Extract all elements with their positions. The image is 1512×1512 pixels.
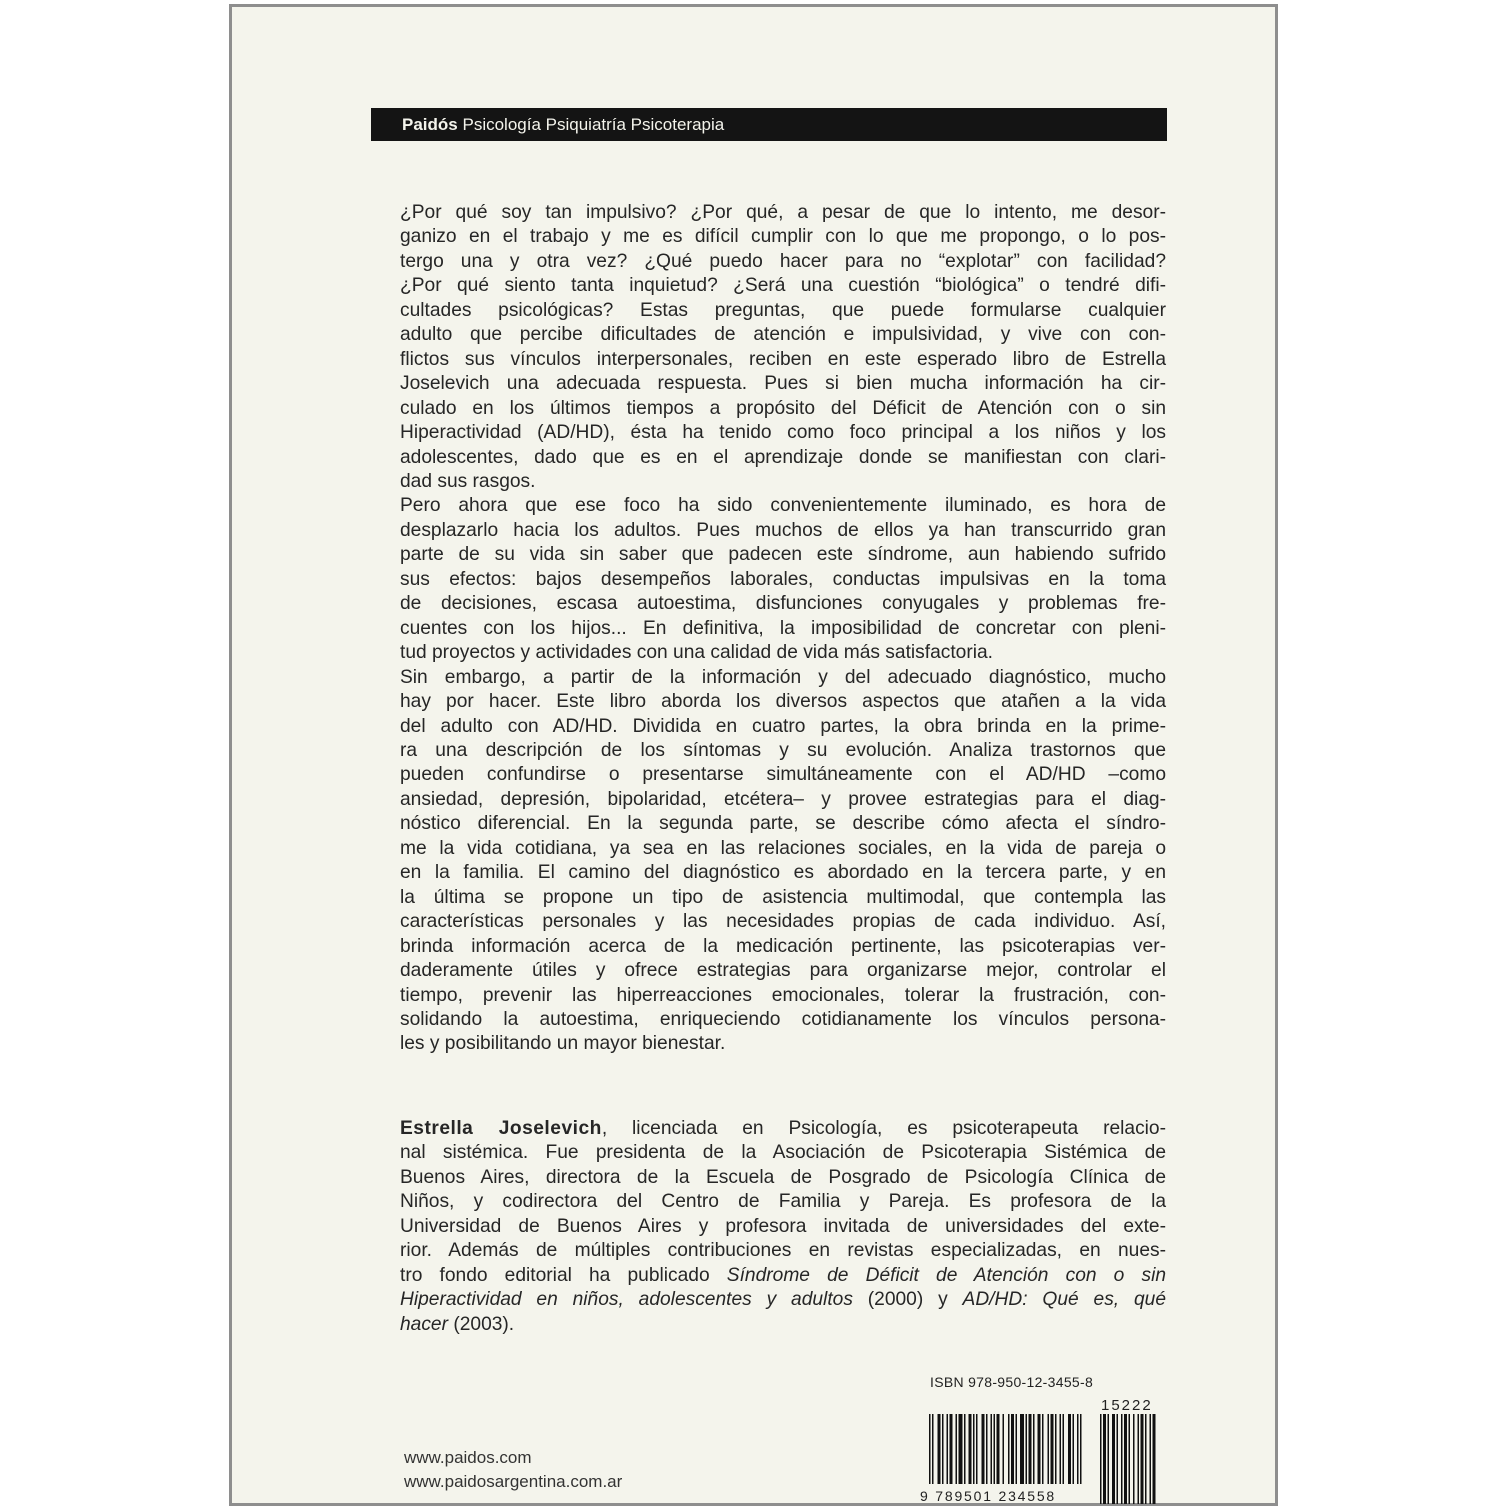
price-addon-digits: 15222	[1101, 1397, 1153, 1414]
synopsis-line: nóstico diferencial. En la segunda parte, se describe cómo afecta el síndro-	[400, 813, 1166, 835]
synopsis-line: tud proyectos y actividades con una calidad de vida más satisfactoria.	[400, 642, 994, 664]
barcode-bar	[1124, 1414, 1127, 1504]
barcode-bar	[1150, 1414, 1152, 1504]
author-bio	[400, 1117, 1166, 1337]
synopsis-line: parte de su vida sin saber que padecen este síndrome, aun habiendo sufrido	[400, 544, 1166, 566]
bio-text: (2000) y	[852, 1289, 963, 1311]
bio-line: Universidad de Buenos Aires y profesora invitada de universidades del exte-	[400, 1215, 1166, 1237]
barcode-bar	[1011, 1414, 1014, 1484]
bio-line: Buenos Aires, directora de la Escuela de Posgrado de Psicología Clínica de	[400, 1166, 1166, 1188]
series-subjects: Psicología Psiquiatría Psicoterapia	[462, 115, 725, 134]
barcode-bar	[1068, 1414, 1071, 1484]
barcode-bar	[982, 1414, 985, 1484]
synopsis-line: dad sus rasgos.	[400, 470, 536, 492]
bio-text: (2003).	[448, 1313, 515, 1335]
barcode-bar	[1117, 1414, 1119, 1504]
barcode-bar	[1003, 1414, 1005, 1484]
series-banner	[371, 108, 1167, 141]
publisher-name: Paidós	[402, 115, 458, 134]
bio-line: nal sistémica. Fue presidenta de la Asociación de Psicoterapia Sistémica de	[400, 1142, 1166, 1164]
synopsis-line: tergo una y otra vez? ¿Qué puedo hacer para no “explotar” con facilidad?	[400, 250, 1166, 272]
synopsis-line: Pero ahora que ese foco ha sido convenientemente iluminado, es hora de	[400, 495, 1166, 517]
synopsis-line: solidando la autoestima, enriqueciendo cotidianamente los vínculos persona-	[400, 1008, 1166, 1030]
barcode-bar	[969, 1414, 972, 1484]
barcode-bar	[1100, 1414, 1102, 1504]
barcode-bar	[1145, 1414, 1147, 1504]
barcode-bar	[950, 1414, 953, 1484]
bio-line: Niños, y codirectora del Centro de Familia y Pareja. Es profesora de la	[400, 1191, 1166, 1213]
synopsis-line: daderamente útiles y ofrece estrategias para organizarse mejor, controlar el	[400, 960, 1166, 982]
synopsis-line: adolescentes, dado que es en el aprendizaje donde se manifiestan con clari-	[400, 446, 1166, 468]
barcode-bar	[942, 1414, 944, 1484]
synopsis-text	[400, 201, 1166, 1057]
bio-text: , licenciada en Psicología, es psicoterapeuta relacio-	[601, 1118, 1166, 1139]
barcode-bar	[973, 1414, 975, 1484]
bio-line: rior. Además de múltiples contribuciones en revistas especializadas, en nues-	[400, 1240, 1166, 1262]
synopsis-line: del adulto con AD/HD. Dividida en cuatro partes, la obra brinda en la prime-	[400, 715, 1166, 737]
addon-barcode	[1100, 1414, 1165, 1504]
synopsis-line: pueden confundirse o presentarse simultáneamente con el AD/HD –como	[400, 764, 1166, 786]
barcode-bar	[1129, 1414, 1131, 1504]
barcode-bar	[1080, 1414, 1082, 1484]
synopsis-line: Sin embargo, a partir de la información y del adecuado diagnóstico, mucho	[400, 666, 1166, 688]
barcode-bar	[1108, 1414, 1110, 1504]
barcode-bar	[1077, 1414, 1079, 1484]
back-cover	[229, 4, 1278, 1506]
barcode-bar	[956, 1414, 958, 1484]
synopsis-line: culado en los últimos tiempos a propósito del Déficit de Atención con o sin	[400, 397, 1166, 419]
book-title: hacer	[400, 1313, 448, 1335]
barcode-bar	[976, 1414, 978, 1484]
barcode-bar	[929, 1414, 931, 1484]
barcode-digits: 9 789501 234558	[920, 1488, 1056, 1504]
barcode-bar	[994, 1414, 996, 1484]
barcode-bar	[1026, 1414, 1028, 1484]
barcode-bar	[932, 1414, 934, 1484]
synopsis-line: ra una descripción de los síntomas y su evolución. Analiza trastornos que	[400, 739, 1166, 761]
barcode-bar	[1055, 1414, 1057, 1484]
barcode-bar	[964, 1414, 966, 1484]
synopsis-line: les y posibilitando un mayor bienestar.	[400, 1033, 726, 1055]
barcode-bar	[1138, 1414, 1140, 1504]
book-title: AD/HD: Qué es, qué	[962, 1289, 1166, 1311]
barcode-bar	[938, 1414, 941, 1484]
synopsis-line: ansiedad, depresión, bipolaridad, etcétera– y provee estrategias para el diag-	[400, 788, 1166, 810]
barcode-bar	[1016, 1414, 1018, 1484]
barcode-bar	[1141, 1414, 1144, 1504]
synopsis-line: tiempo, prevenir las hiperreacciones emocionales, tolerar la frustración, con-	[400, 984, 1166, 1006]
synopsis-line: hay por hacer. Este libro aborda los diversos aspectos que atañen a la vida	[400, 691, 1166, 713]
synopsis-line: adulto que percibe dificultades de atención e impulsividad, y vive con con-	[400, 324, 1166, 346]
book-title: Síndrome de Déficit de Atención con o sin	[726, 1264, 1167, 1286]
synopsis-line: Hiperactividad (AD/HD), ésta ha tenido como foco principal a los niños y los	[400, 422, 1166, 444]
synopsis-line: características personales y las necesidades propias de cada individuo. Así,	[400, 911, 1166, 933]
barcode-bar	[1103, 1414, 1106, 1504]
barcode-bar	[1153, 1414, 1156, 1504]
barcode-bar	[1048, 1414, 1050, 1484]
synopsis-line: desplazarlo hacia los adultos. Pues muchos de ellos ya han transcurrido gran	[400, 519, 1166, 541]
synopsis-line: Joselevich una adecuada respuesta. Pues si bien mucha información ha cir-	[400, 373, 1166, 395]
website-link[interactable]: www.paidosargentina.com.ar	[404, 1472, 623, 1491]
synopsis-line: ¿Por qué soy tan impulsivo? ¿Por qué, a pesar de que lo intento, me desor-	[400, 202, 1166, 223]
synopsis-line: ¿Por qué siento tanta inquietud? ¿Será una cuestión “biológica” o tendré difi-	[400, 275, 1166, 297]
barcode-bar	[1051, 1414, 1054, 1484]
barcode-bar	[1073, 1414, 1075, 1484]
barcode-bar	[1042, 1414, 1044, 1484]
barcode-bar	[1020, 1414, 1024, 1484]
synopsis-line: cultades psicológicas? Estas preguntas, que puede formularse cualquier	[400, 299, 1166, 321]
synopsis-line: la última se propone un tipo de asistencia multimodal, que contempla las	[400, 886, 1166, 908]
synopsis-line: sus efectos: bajos desempeños laborales, conductas impulsivas en la toma	[400, 568, 1166, 590]
barcode-bar	[1121, 1414, 1123, 1504]
synopsis-line: de decisiones, escasa autoestima, disfunciones conyugales y problemas fre-	[400, 593, 1166, 615]
isbn-label: ISBN 978-950-12-3455-8	[930, 1374, 1094, 1390]
synopsis-line: en la familia. El camino del diagnóstico es abordado en la tercera parte, y en	[400, 862, 1166, 884]
barcode-bar	[1112, 1414, 1115, 1504]
book-title: Hiperactividad en niños, adolescentes y adultos	[400, 1289, 853, 1311]
barcode-bar	[1133, 1414, 1135, 1504]
website-link[interactable]: www.paidos.com	[404, 1448, 532, 1467]
barcode-bar	[1060, 1414, 1062, 1484]
synopsis-line: cuentes con los hijos... En definitiva, la imposibilidad de concretar con pleni-	[400, 617, 1166, 639]
isbn-barcode	[929, 1414, 1092, 1484]
barcode-bar	[991, 1414, 993, 1484]
barcode-bar	[959, 1414, 963, 1484]
author-name: Estrella Joselevich	[400, 1118, 602, 1139]
synopsis-line: ganizo en el trabajo y me es difícil cumplir con lo que me propongo, o lo pos-	[400, 226, 1166, 248]
barcode-bar	[947, 1414, 949, 1484]
synopsis-line: brinda información acerca de la medicación pertinente, las psicoterapias ver-	[400, 935, 1166, 957]
synopsis-line: flictos sus vínculos interpersonales, reciben en este esperado libro de Estrella	[400, 348, 1166, 370]
barcode-bar	[1063, 1414, 1065, 1484]
barcode-bar	[1008, 1414, 1010, 1484]
bio-text: tro fondo editorial ha publicado	[400, 1264, 727, 1286]
barcode-bar	[1038, 1414, 1041, 1484]
barcode-bar	[1029, 1414, 1032, 1484]
synopsis-line: me la vida cotidiana, ya sea en las relaciones sociales, en la vida de pareja o	[400, 837, 1166, 859]
barcode-bar	[997, 1414, 1000, 1484]
barcode-bar	[1033, 1414, 1035, 1484]
barcode-bar	[986, 1414, 988, 1484]
